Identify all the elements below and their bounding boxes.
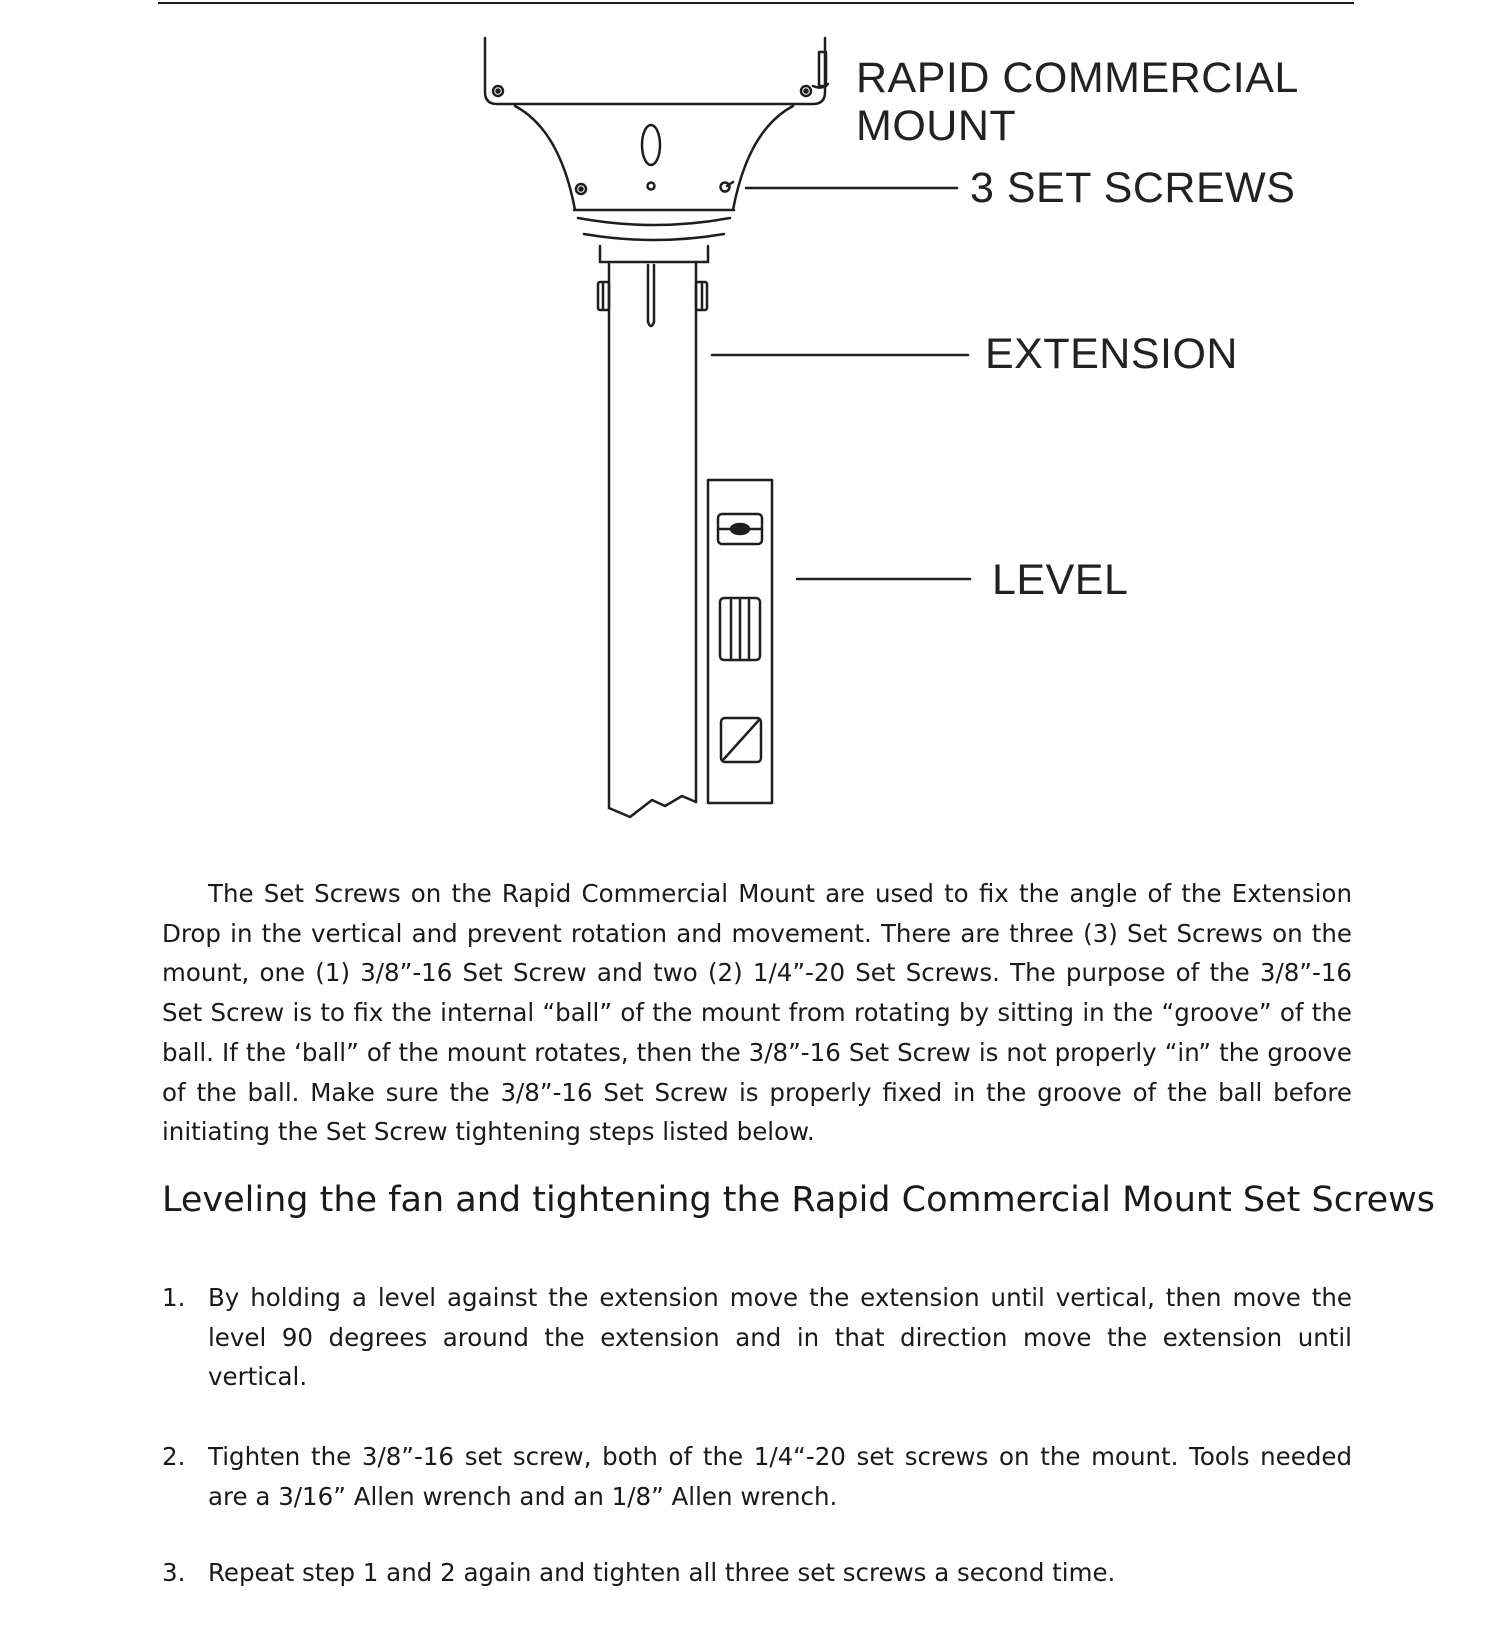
list-item [162, 1437, 1352, 1516]
step-text: Repeat step 1 and 2 again and tighten all three set screws a second time. [208, 1557, 1116, 1587]
callout-extension-label: EXTENSION [985, 330, 1238, 378]
step-number: 2. [162, 1442, 186, 1472]
list-item [162, 1278, 1352, 1397]
callout-level-label: LEVEL [992, 556, 1129, 604]
level-tool [708, 480, 772, 803]
intro-paragraph: The Set Screws on the Rapid Commercial Mount are used to fix the angle of the Extension Drop in the vertical and prevent rotation and movement. There are three (3) Set Screws on the mount, one (1) 3/8”-16 Set Screw and two (2) 1/4”-20 Set Screws. The purpose of the 3/8”-16 Set Screw is to fix the internal “ball” of the mount from rotating by sitting in the “groove” of the ball. If the ‘ball” of the mount rotates, then the 3/8”-16 Set Screw is not properly “in” the groove of the ball. Make sure the 3/8”-16 Set Screw is properly fixed in the groove of the ball before initiating the Set Screw tightening steps listed below. [162, 879, 1352, 1147]
section-heading: Leveling the fan and tightening the Rapid Commercial Mount Set Screws [162, 1180, 1435, 1220]
step-number: 3. [162, 1557, 186, 1587]
callout-set-screws-label: 3 SET SCREWS [970, 164, 1296, 212]
list-item [162, 1553, 1352, 1593]
step-text: By holding a level against the extension move the extension until vertical, then move the level 90 degrees around the extension and in that direction move the extension until vertical. [208, 1283, 1352, 1392]
mount-bell [515, 106, 793, 262]
extension-pipe [598, 262, 707, 817]
step-number: 1. [162, 1283, 186, 1312]
steps-list [162, 1278, 1352, 1632]
leader-lines [712, 188, 970, 579]
step-text: Tighten the 3/8”-16 set screw, both of the 1/4“-20 set screws on the mount. Tools needed are a 3/16” Allen wrench and an 1/8” Allen wrench. [208, 1442, 1352, 1511]
callout-mount-label: RAPID COMMERCIAL MOUNT [856, 54, 1299, 150]
mount-canopy [485, 38, 828, 104]
